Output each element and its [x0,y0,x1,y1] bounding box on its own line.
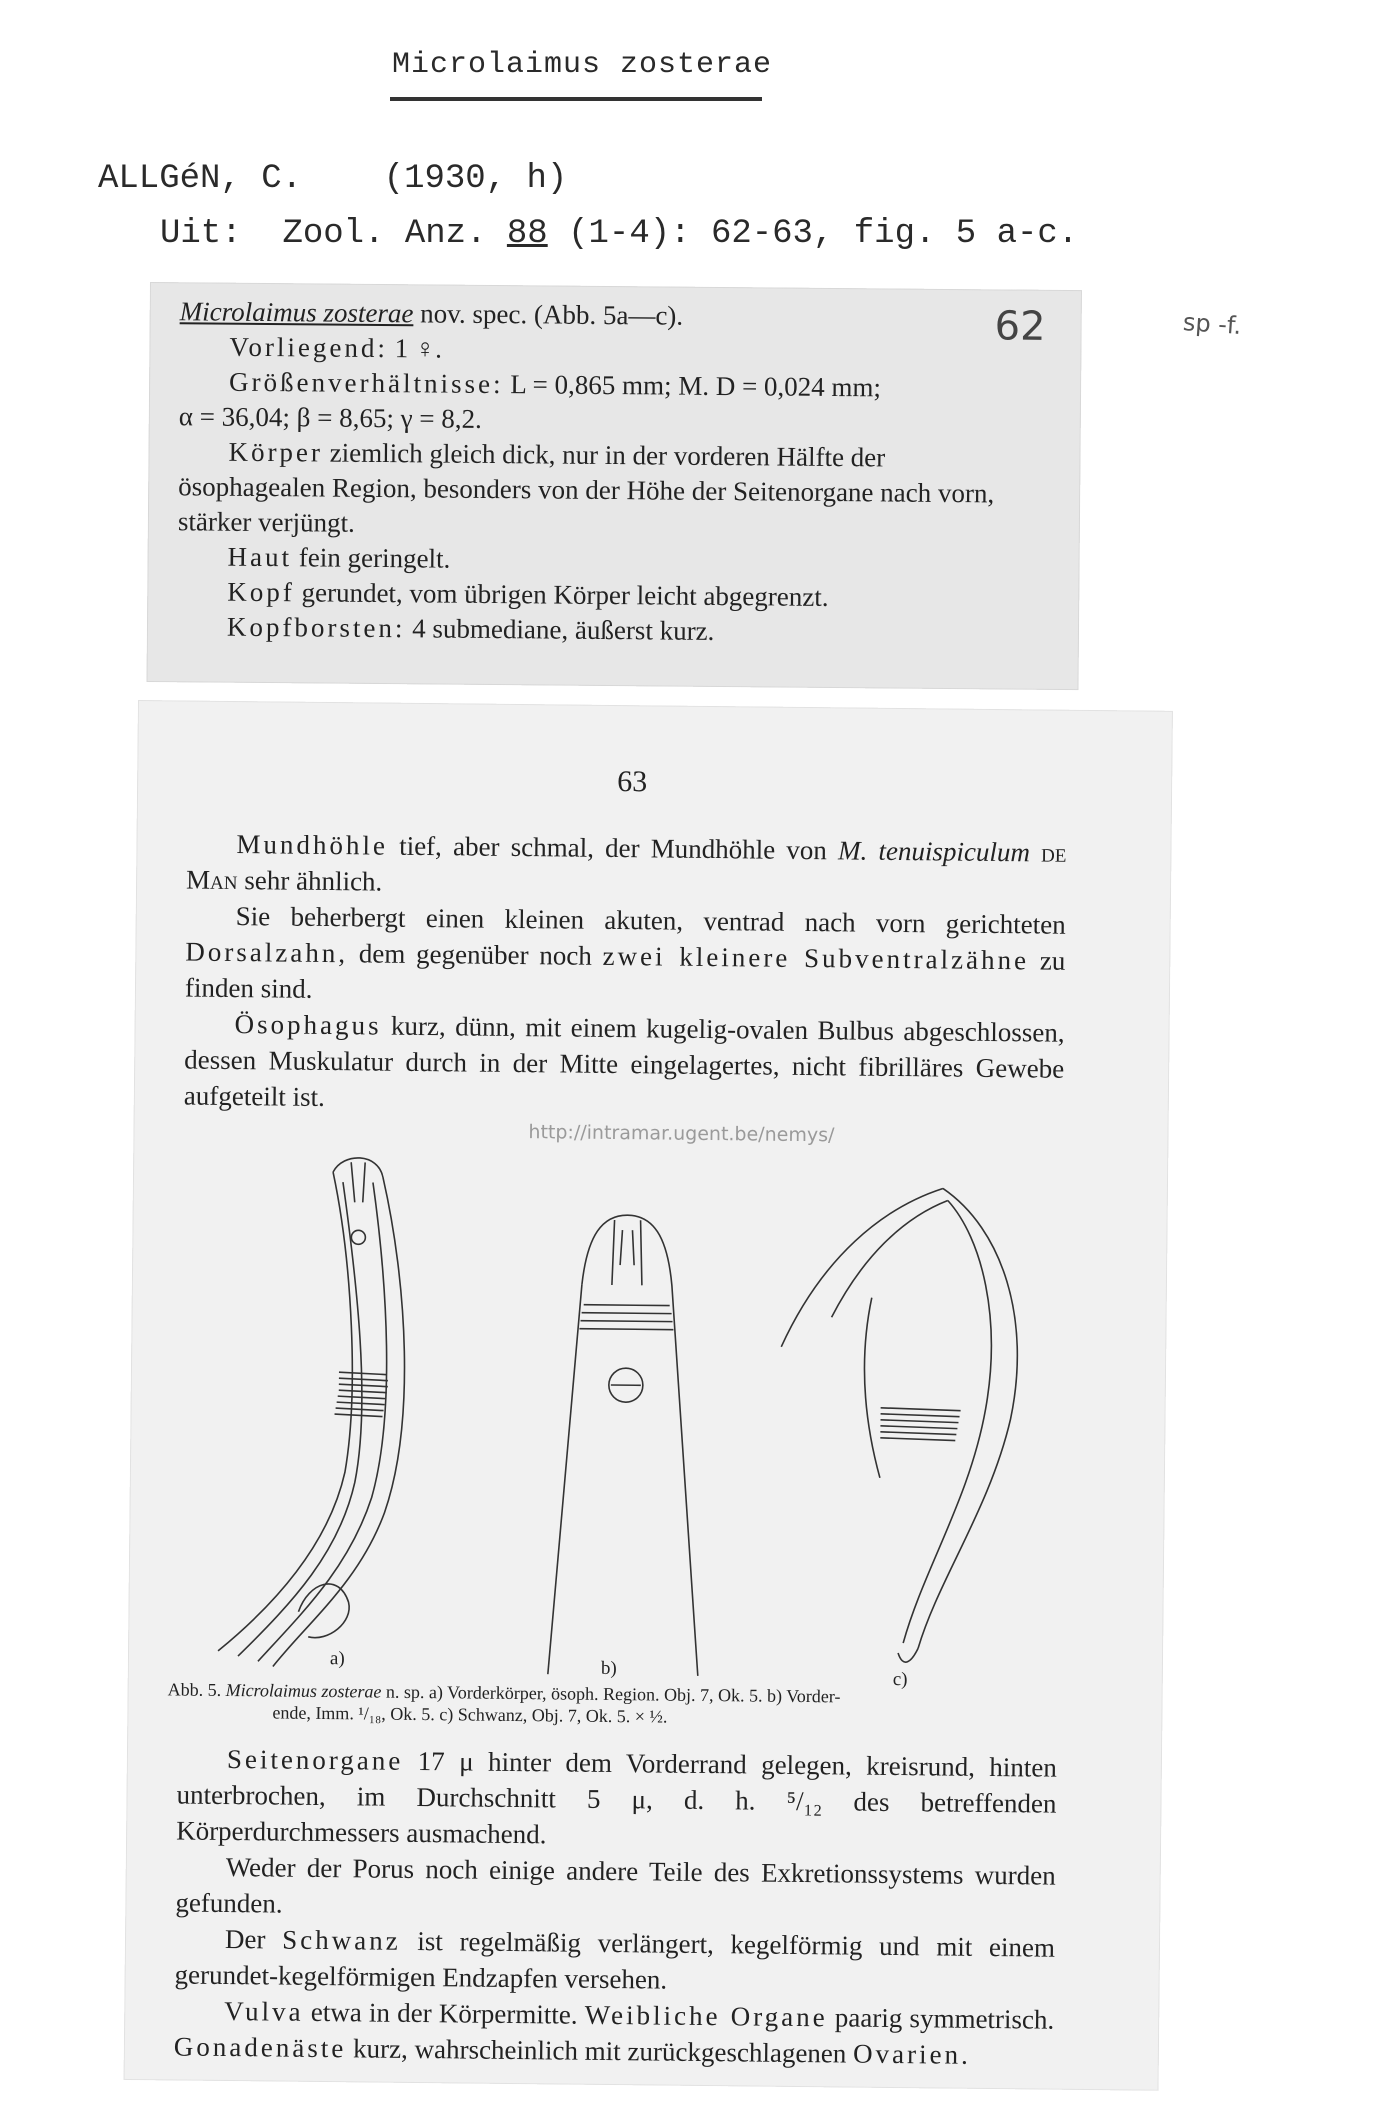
vulva-text: etwa in der Körpermitte. [310,1996,578,2030]
schwanz-text-b: ist regelmäßig verlängert, kegelförmig und mit einem gerundet-kegelförmigen Endzapfen versehen. [174,1925,1056,1995]
species-suffix: nov. spec. (Abb. 5a—c). [420,298,684,331]
citation-source-prefix: Uit: [160,215,242,253]
drawing-b-anterior-end [548,1214,703,1676]
citation-year: (1930, h) [383,160,568,198]
citation-issue: (1-4): [568,215,691,253]
figure-label-c: c) [892,1668,908,1691]
figure-label-b: b) [600,1657,617,1680]
drawing-a-anterior-body [218,1156,407,1667]
vorliegend-value: 1 ♀. [394,333,443,364]
kopfborsten-text: 4 submediane, äußerst kurz. [412,613,715,646]
oesophagus-text: kurz, dünn, mit einem kugelig-ovalen Bulbus abgeschlossen, dessen Muskulatur durch in der Mitte eingelagertes, nicht fibrilläres Gewebe aufgeteilt ist. [183,1010,1065,1112]
exkretion-paragraph: Weder der Porus noch einige andere Teile des Exkretionssystems wurden gefunden. [175,1851,1056,1919]
vulva-paragraph [174,1992,1055,2073]
zahn-text-b: dem gegenüber noch [358,938,593,971]
figure-5-drawings [178,1140,1143,1680]
figure-label-a: a) [329,1648,345,1670]
koerper-text: ziemlich gleich dick, nur in der vorderen Hälfte der ösophagealen Region, besonders von der Höhe der Seitenorgane nach vorn, stärker verjüngt. [177,437,995,538]
gonaden-text: kurz, wahrscheinlich mit zurückgeschlagenen [352,2033,847,2069]
figure-caption [167,1678,1137,1732]
oesophagus-label: Ösophagus [234,1009,382,1041]
caption-species: Microlaimus zosterae [225,1679,382,1702]
koerper-label: Körper [228,436,324,468]
dorsalzahn-label: Dorsalzahn, [185,936,349,969]
handwritten-margin-note: sp -f. [1182,307,1243,341]
seitenorgane-paragraph [176,1740,1057,1857]
organe-text: paarig symmetrisch. [834,2002,1055,2035]
zahn-text-a: Sie beherbergt einen kleinen akuten, ventrad nach vorn gerichteten [235,901,1066,940]
haut-label: Haut [227,541,293,573]
page63-lower-text [174,1740,1057,2073]
vulva-label: Vulva [224,1995,304,2027]
ovarien-label: Ovarien. [852,2038,971,2070]
title-underline [390,97,762,101]
citation-source-line [160,215,1078,253]
weibliche-organe-label: Weibliche Organe [584,1999,828,2033]
ratios-line: α = 36,04; β = 8,65; γ = 8,2. [178,401,482,434]
gonadenaeste-label: Gonadenäste [173,2031,347,2064]
reference-author: de Man [185,837,1067,896]
kopf-text: gerundet, vom übrigen Körper leicht abgegrenzt. [301,577,829,612]
zahn-paragraph [185,898,1066,1015]
mundhoehle-paragraph [186,826,1067,907]
schwanz-text-a: Der [224,1923,266,1955]
page62-text [177,294,1040,651]
mundhoehle-label: Mundhöhle [236,829,389,861]
caption-prefix: Abb. 5. [167,1679,222,1700]
page63-upper-text [184,826,1067,1123]
citation-pages: 62-63, [710,215,834,253]
kopf-label: Kopf [227,576,295,608]
watermark-url: http://intramar.ugent.be/nemys/ [528,1121,835,1147]
citation-author: ALLGéN, C. [98,160,303,198]
mundhoehle-text-end: sehr ähnlich. [244,865,383,897]
seitenorgane-label: Seitenorgane [226,1743,404,1776]
groessen-value: L = 0,865 mm; M. D = 0,024 mm; [510,369,882,403]
clipping-page-63 [124,700,1173,2091]
drawing-c-tail [778,1187,1019,1664]
page-title: Microlaimus zosterae [392,48,773,82]
mundhoehle-text: tief, aber schmal, der Mundhöhle von [399,830,828,866]
reference-species: M. tenuispiculum [837,835,1031,868]
citation-figs: fig. 5 a-c. [853,215,1079,253]
kopfborsten-label: Kopfborsten: [226,611,406,644]
groessen-label: Größenverhältnisse: [229,366,504,400]
koerper-paragraph [178,434,1039,547]
citation-volume: 88 [506,215,548,253]
species-name: Microlaimus zosterae [179,296,414,329]
printed-page-number: 63 [616,765,648,799]
kopfborsten-line [177,609,1037,652]
caption-line-2: ende, Imm. ¹/₁₈, Ok. 5. c) Schwanz, Obj. 7, Ok. 5. × ½. [272,1702,668,1727]
vorliegend-label: Vorliegend: [229,331,389,364]
seitenorgane-text: 17 μ hinter dem Vorderrand gelegen, kreisrund, hinten unterbrochen, im Durchschnitt 5 μ, d. h. ⁵/₁₂ des betreffenden Körperdurchmessers ausmachend. [176,1745,1058,1850]
caption-line-1: n. sp. a) Vorderkörper, ösoph. Region. Obj. 7, Ok. 5. b) Vorder- [385,1681,841,1707]
subventralzaehne-label: zwei kleinere Subventralzähne [602,940,1030,976]
oesophagus-paragraph [184,1006,1065,1123]
zahn-text-c: zu finden sind. [184,945,1066,1004]
citation-author-line [98,160,567,198]
haut-text: fein geringelt. [298,542,451,574]
schwanz-paragraph [174,1920,1055,2001]
clipping-page-62 [147,282,1082,690]
handwritten-page-number: 62 [994,303,1046,350]
schwanz-label: Schwanz [282,1924,401,1956]
citation-journal: Zool. Anz. [282,215,487,253]
